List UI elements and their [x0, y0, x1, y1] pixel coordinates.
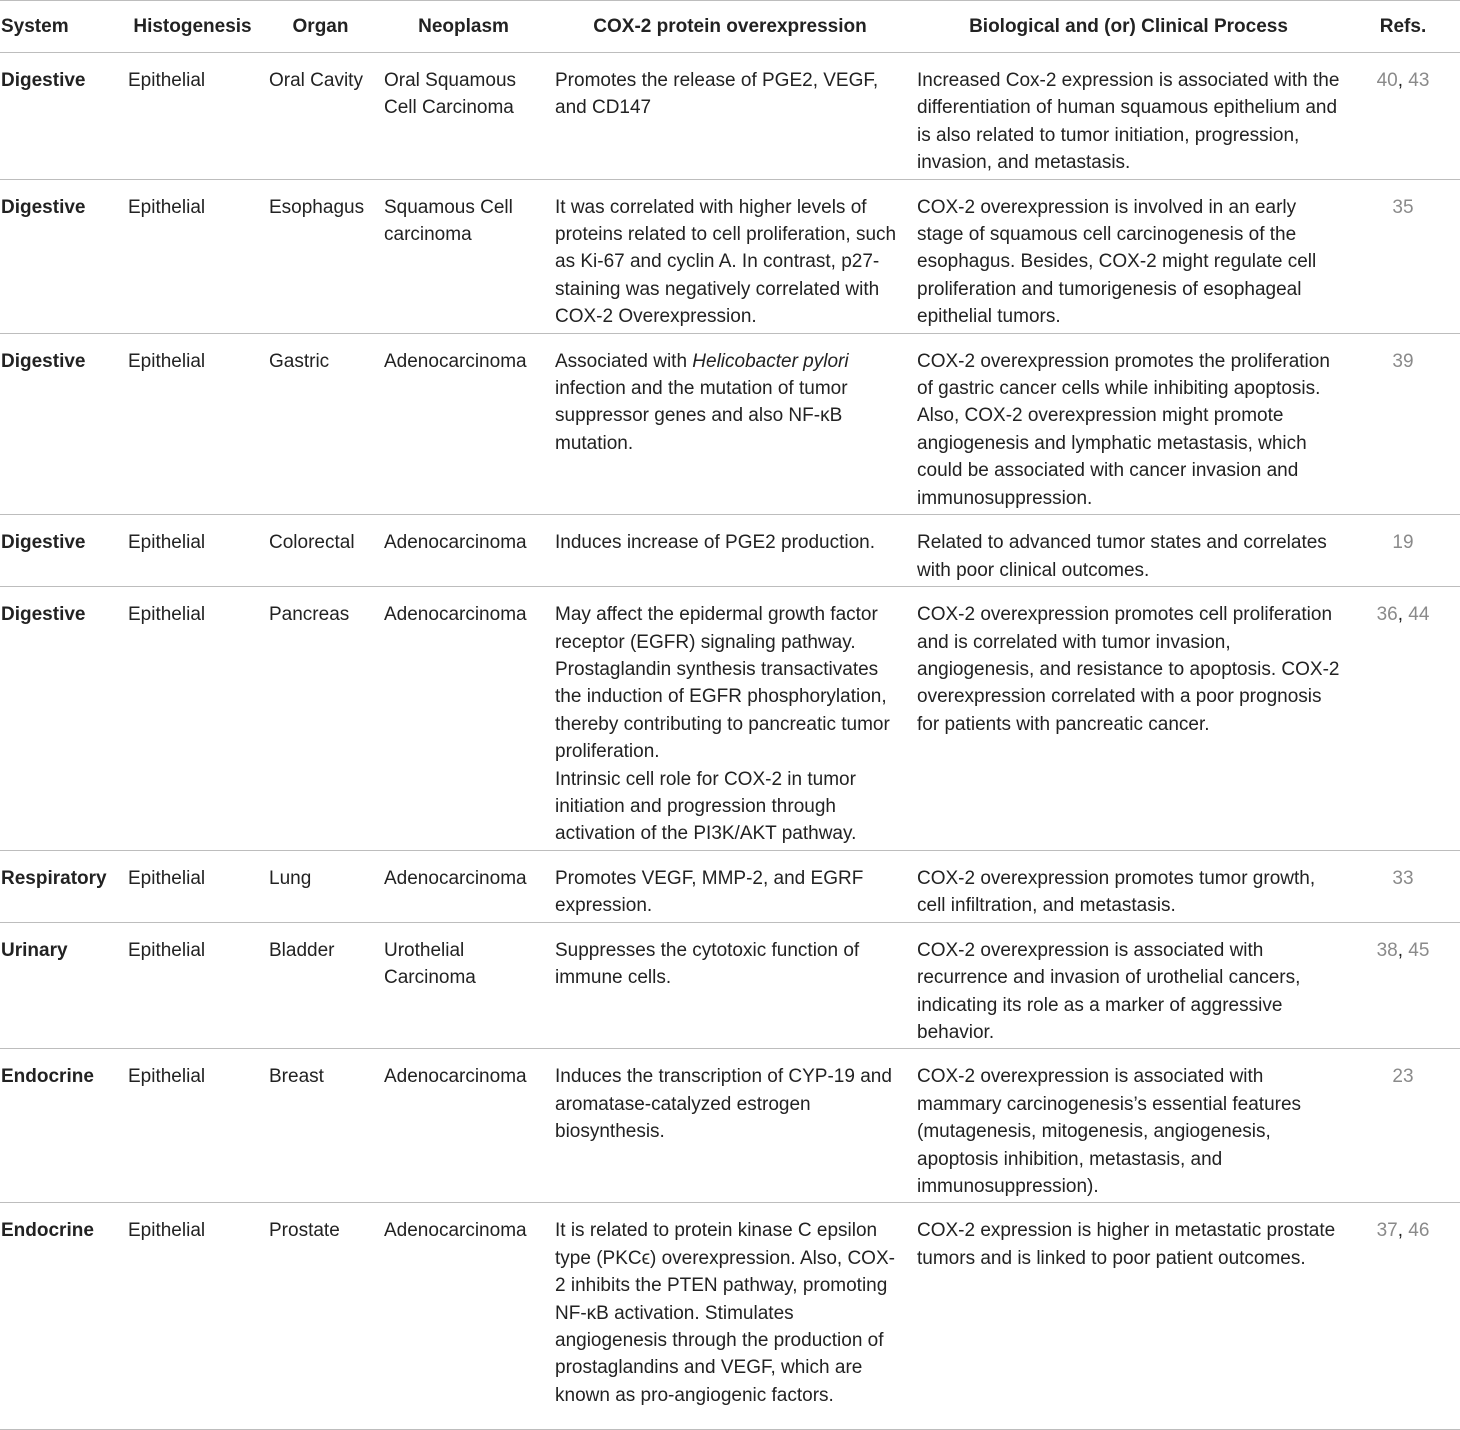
- header-refs: Refs.: [1379, 16, 1427, 37]
- header-neoplasm: Neoplasm: [418, 16, 509, 37]
- cell-process: COX-2 overexpression promotes tumor growth, cell infiltration, and metastasis.: [917, 867, 1316, 917]
- cell-cox2: [549, 587, 911, 851]
- cell-process: COX-2 overexpression is involved in an early stage of squamous cell carcinogenesis of the esophagus. Besides, COX-2 might regulate cell proliferation and tumorigenesis of esophageal epithelial tumors.: [917, 196, 1317, 328]
- cell-organ: Bladder: [269, 939, 335, 961]
- cox2-text: Associated with: [555, 350, 693, 372]
- cell-neoplasm: Adenocarcinoma: [384, 1220, 527, 1242]
- header-organ: Organ: [292, 16, 349, 37]
- cell-system: Endocrine: [1, 1220, 94, 1242]
- cell-system: Digestive: [1, 350, 86, 372]
- cell-refs: [1346, 1203, 1460, 1430]
- cox2-text-cont: infection and the mutation of tumor suppressor genes and also NF-κB mutation.: [555, 378, 848, 454]
- cox2-italic-text: Helicobacter pylori: [692, 350, 849, 372]
- cell-system: Endocrine: [1, 1066, 94, 1088]
- header-system: System: [1, 16, 69, 37]
- cell-organ: Prostate: [269, 1220, 340, 1242]
- cell-system: Digestive: [1, 532, 86, 554]
- ref-link[interactable]: 35: [1392, 196, 1414, 218]
- cell-histogenesis: Epithelial: [128, 196, 206, 218]
- ref-separator: ,: [1397, 939, 1409, 961]
- ref-link[interactable]: 23: [1392, 1066, 1414, 1088]
- cell-refs: [1346, 587, 1460, 851]
- cell-system: Digestive: [1, 196, 86, 218]
- table-row: [0, 1203, 1460, 1430]
- cell-organ: Breast: [269, 1066, 324, 1088]
- cell-process: COX-2 overexpression promotes the proliferation of gastric cancer cells while inhibiting apoptosis. Also, COX-2 overexpression might promote angiogenesis and lymphatic metastasis, which could be associated with cancer invasion and immunosuppression.: [917, 350, 1330, 509]
- cell-system: Digestive: [1, 604, 86, 626]
- cell-histogenesis: Epithelial: [128, 70, 206, 91]
- ref-link[interactable]: 36: [1376, 604, 1398, 626]
- cell-system: Urinary: [1, 939, 68, 961]
- ref-link[interactable]: 19: [1392, 532, 1414, 554]
- cell-organ: Colorectal: [269, 532, 355, 554]
- cell-histogenesis: Epithelial: [128, 1066, 206, 1088]
- cell-histogenesis: Epithelial: [128, 1220, 206, 1242]
- cell-neoplasm: Squamous Cell carcinoma: [384, 196, 513, 246]
- cell-refs: [1346, 333, 1460, 514]
- ref-link[interactable]: 43: [1408, 70, 1430, 91]
- cell-process: COX-2 overexpression promotes cell proliferation and is correlated with tumor invasion, angiogenesis, and resistance to apoptosis. COX-2 overexpression correlated with a poor prognosis for patients with pancreatic cancer.: [917, 604, 1340, 735]
- cell-neoplasm: Adenocarcinoma: [384, 1066, 527, 1088]
- cell-organ: Oral Cavity: [269, 70, 363, 91]
- cell-refs: [1346, 53, 1460, 180]
- ref-link[interactable]: 39: [1392, 350, 1414, 372]
- cox2-text: It is related to protein kinase C epsilon type (PKCϵ) overexpression. Also, COX-2 inhibits the PTEN pathway, promoting NF-κB activation. Stimulates angiogenesis through the production of prostaglandins and VEGF, which are known as pro-angiogenic factors.: [555, 1220, 895, 1406]
- ref-link[interactable]: 46: [1408, 1220, 1430, 1242]
- table-row: [0, 587, 1460, 851]
- cox2-text: Induces the transcription of CYP-19 and aromatase-catalyzed estrogen biosynthesis.: [555, 1066, 892, 1143]
- cell-neoplasm: Adenocarcinoma: [384, 350, 527, 372]
- cell-histogenesis: Epithelial: [128, 867, 206, 889]
- ref-link[interactable]: 44: [1408, 604, 1430, 626]
- cell-histogenesis: Epithelial: [128, 939, 206, 961]
- cell-cox2: [549, 515, 911, 587]
- ref-separator: ,: [1397, 1220, 1409, 1242]
- table-row: [0, 515, 1460, 587]
- cell-refs: [1346, 515, 1460, 587]
- cell-refs: [1346, 1049, 1460, 1203]
- cox2-text: Suppresses the cytotoxic function of immune cells.: [555, 939, 860, 989]
- cell-cox2: [549, 1203, 911, 1430]
- cell-refs: [1346, 922, 1460, 1049]
- cell-histogenesis: Epithelial: [128, 350, 206, 372]
- cox2-text: Induces increase of PGE2 production.: [555, 532, 876, 554]
- ref-link[interactable]: 33: [1392, 867, 1414, 889]
- ref-separator: ,: [1397, 604, 1409, 626]
- cell-cox2: [549, 179, 911, 333]
- cell-histogenesis: Epithelial: [128, 532, 206, 554]
- cell-process: COX-2 overexpression is associated with mammary carcinogenesis’s essential features (mutagenesis, mitogenesis, angiogenesis, apoptosis inhibition, metastasis, and immunosuppression).: [917, 1066, 1302, 1197]
- table-row: [0, 1049, 1460, 1203]
- ref-link[interactable]: 37: [1376, 1220, 1398, 1242]
- cell-organ: Pancreas: [269, 604, 350, 626]
- cell-cox2: [549, 333, 911, 514]
- cell-refs: [1346, 850, 1460, 922]
- cell-neoplasm: Oral Squamous Cell Carcinoma: [384, 70, 517, 119]
- cell-histogenesis: Epithelial: [128, 604, 206, 626]
- cox2-text: Promotes VEGF, MMP-2, and EGRF expression.: [555, 867, 864, 917]
- cell-cox2: [549, 53, 911, 180]
- ref-link[interactable]: 40: [1376, 70, 1398, 91]
- ref-separator: ,: [1397, 70, 1409, 91]
- cell-neoplasm: Adenocarcinoma: [384, 532, 527, 554]
- cell-process: COX-2 expression is higher in metastatic prostate tumors and is linked to poor patient outcomes.: [917, 1220, 1336, 1269]
- table-row: [0, 53, 1460, 180]
- header-cox2: COX-2 protein overexpression: [593, 16, 867, 37]
- cell-process: Related to advanced tumor states and correlates with poor clinical outcomes.: [917, 532, 1327, 581]
- ref-link[interactable]: 38: [1376, 939, 1398, 961]
- table-body: [0, 53, 1460, 1430]
- cell-organ: Lung: [269, 867, 312, 889]
- table-row: [0, 922, 1460, 1049]
- cell-cox2: [549, 1049, 911, 1203]
- cell-process: Increased Cox-2 expression is associated with the differentiation of human squamous epithelium and is also related to tumor initiation, progression, invasion, and metastasis.: [917, 70, 1340, 174]
- cell-cox2: [549, 850, 911, 922]
- cell-organ: Gastric: [269, 350, 330, 372]
- table-row: [0, 850, 1460, 922]
- cell-neoplasm: Urothelial Carcinoma: [384, 939, 476, 989]
- cox2-text: It was correlated with higher levels of proteins related to cell proliferation, such as Ki-67 and cyclin A. In contrast, p27-staining was negatively correlated with COX-2 Overexpression.: [555, 196, 897, 328]
- cell-organ: Esophagus: [269, 196, 365, 218]
- cox2-text: Promotes the release of PGE2, VEGF, and CD147: [555, 70, 879, 119]
- cell-cox2: [549, 922, 911, 1049]
- cell-refs: [1346, 179, 1460, 333]
- table-row: [0, 333, 1460, 514]
- cox2-text: May affect the epidermal growth factor receptor (EGFR) signaling pathway. Prostaglandin synthesis transactivates the induction of EGFR phosphorylation, thereby contributing to pancreatic tumor proliferation. Intrinsic cell role for COX-2 in tumor initiation and progression through activation of the PI3K/AKT pathway.: [555, 604, 890, 845]
- cell-neoplasm: Adenocarcinoma: [384, 867, 527, 889]
- cell-process: COX-2 overexpression is associated with recurrence and invasion of urothelial cancers, indicating its role as a marker of aggressive behavior.: [917, 939, 1301, 1043]
- cell-system: Digestive: [1, 70, 86, 91]
- header-process: Biological and (or) Clinical Process: [969, 16, 1288, 37]
- ref-link[interactable]: 45: [1408, 939, 1430, 961]
- header-row: [0, 1, 1460, 53]
- cell-system: Respiratory: [1, 867, 107, 889]
- cell-neoplasm: Adenocarcinoma: [384, 604, 527, 626]
- table-row: [0, 179, 1460, 333]
- header-histogenesis: Histogenesis: [133, 16, 252, 37]
